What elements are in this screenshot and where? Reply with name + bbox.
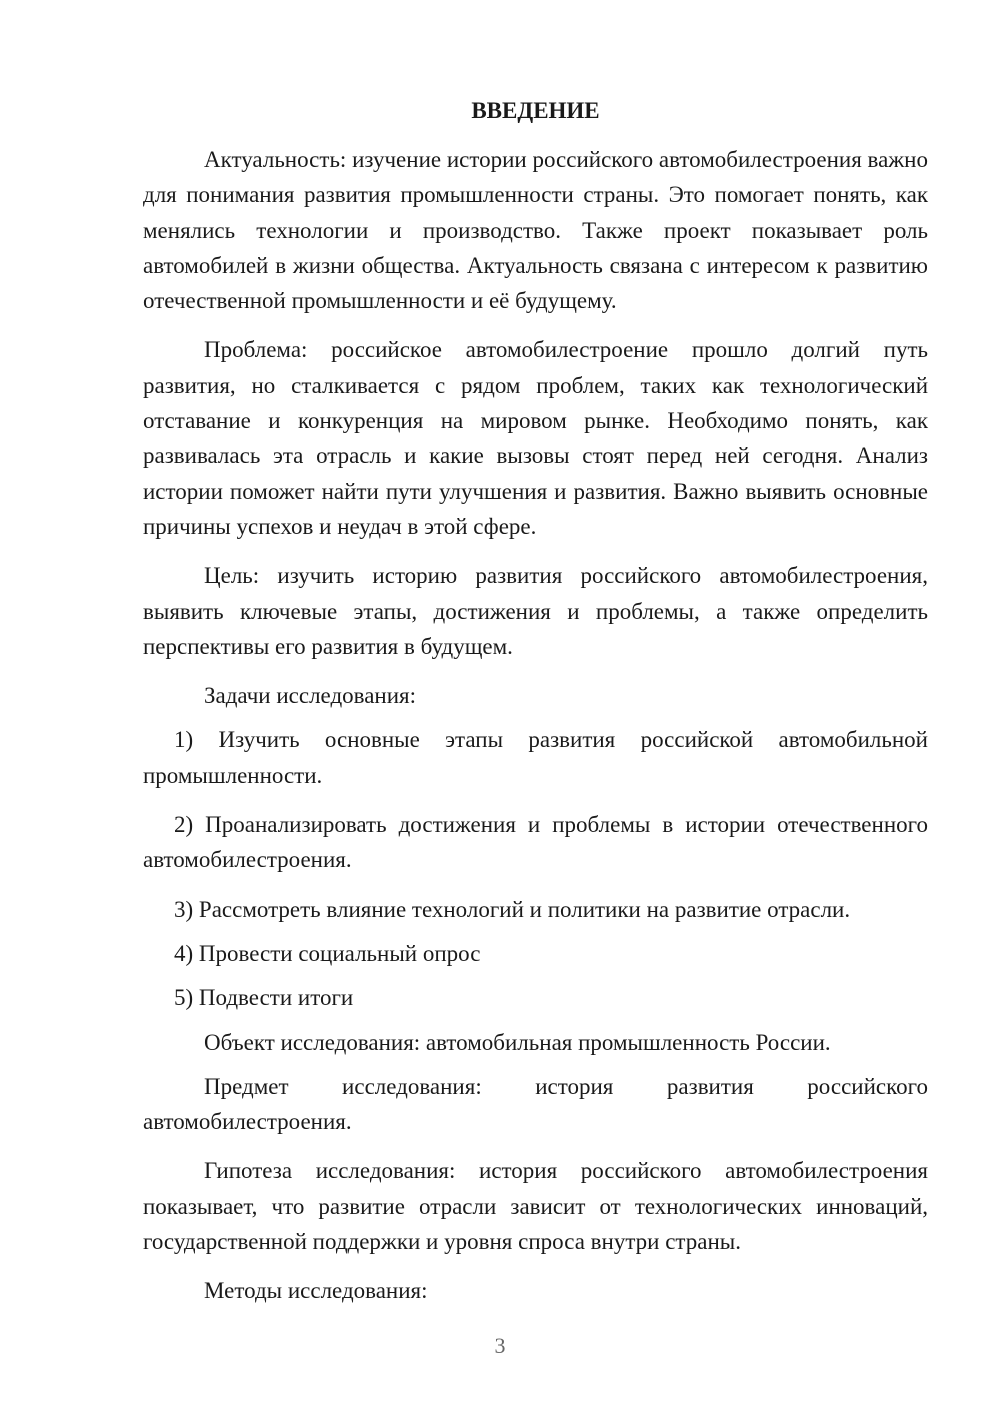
- task-item-3: 3) Рассмотреть влияние технологий и политики на развитие отрасли.: [174, 896, 851, 922]
- paragraph-object: Объект исследования: автомобильная промышленность России.: [204, 1029, 831, 1055]
- paragraph-subject: Предмет исследования: история развития российского автомобилестроения.: [143, 1073, 928, 1135]
- page-number: 3: [494, 1333, 506, 1358]
- task-item-1: 1) Изучить основные этапы развития российской автомобильной промышленности.: [143, 727, 928, 788]
- task-item-4: 4) Провести социальный опрос: [174, 940, 481, 966]
- paragraph-problem: Проблема: российское автомобилестроение прошло долгий путь развития, но сталкивается с рядом проблем, таких как технологический отставание и конкуренция на мировом рынке. Необходимо понять, как развивалась эта отрасль и какие вызовы стоят перед ней сегодня. Анализ истории поможет найти пути улучшения и развития. Важно выявить основные причины успехов и неудач в этой сфере.: [143, 337, 928, 539]
- page-title: ВВЕДЕНИЕ: [471, 98, 600, 123]
- paragraph-relevance: Актуальность: изучение истории российского автомобилестроения важно для понимания развития промышленности страны. Это помогает понять, как менялись технологии и производство. Также проект показывает роль автомобилей в жизни общества. Актуальность связана с интересом к развитию отечественной промышленности и её будущему.: [143, 147, 928, 314]
- methods-heading: Методы исследования:: [204, 1278, 428, 1304]
- task-item-5: 5) Подвести итоги: [174, 985, 354, 1011]
- task-item-2: 2) Проанализировать достижения и проблемы в истории отечественного автомобилестроения.: [143, 812, 928, 873]
- document-page: [143, 95, 928, 1323]
- paragraph-hypothesis: Гипотеза исследования: история российского автомобилестроения показывает, что развитие отрасли зависит от технологических инноваций, государственной поддержки и уровня спроса внутри страны.: [143, 1158, 928, 1255]
- paragraph-goal: Цель: изучить историю развития российского автомобилестроения, выявить ключевые этапы, достижения и проблемы, а также определить перспективы его развития в будущем.: [143, 563, 928, 659]
- tasks-heading: Задачи исследования:: [204, 683, 417, 709]
